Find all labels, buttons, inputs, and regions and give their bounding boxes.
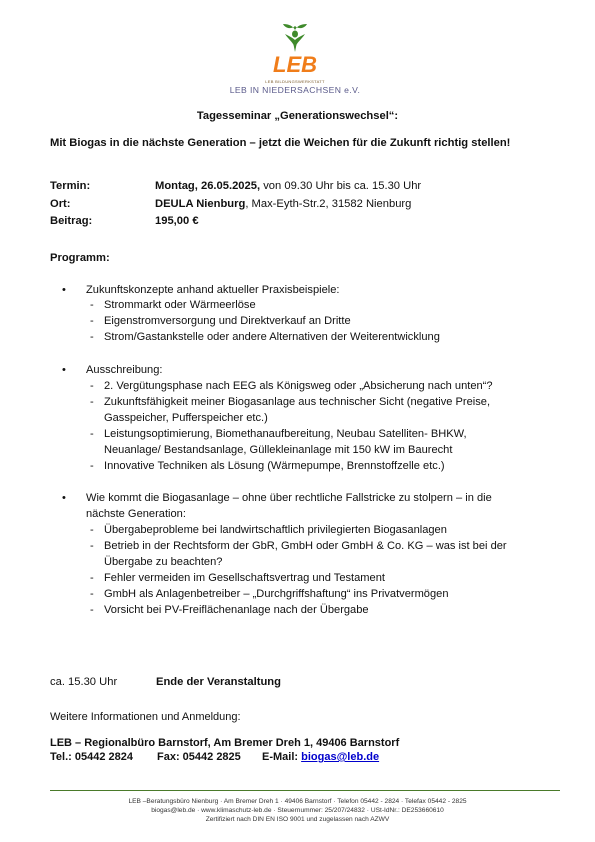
- dash-icon: -: [90, 315, 94, 327]
- program-item: Zukunftsfähigkeit meiner Biogasanlage aus technischer Sicht (negative Preise,: [104, 396, 491, 408]
- beitrag-value: 195,00 €: [155, 215, 199, 227]
- program-bullet-3-cont: nächste Generation:: [86, 508, 186, 520]
- logo-organization: LEB IN NIEDERSACHSEN e.V.: [229, 85, 361, 95]
- more-info: Weitere Informationen und Anmeldung:: [50, 711, 241, 723]
- dash-icon: -: [90, 299, 94, 311]
- dash-icon: -: [90, 572, 94, 584]
- dash-icon: -: [90, 460, 94, 472]
- leb-logo-mark: [255, 22, 335, 78]
- footer-line-3: Zertifiziert nach DIN EN ISO 9001 und zugelassen nach AZWV: [205, 816, 390, 823]
- contact-email-row: [262, 751, 379, 763]
- dash-icon: -: [90, 588, 94, 600]
- beitrag-label: Beitrag:: [50, 215, 93, 227]
- end-label: Ende der Veranstaltung: [156, 676, 281, 688]
- program-item-cont: Gasspeicher, Pufferspeicher etc.): [104, 412, 268, 424]
- contact-tel: Tel.: 05442 2824: [50, 751, 133, 763]
- programm-heading: Programm:: [50, 252, 110, 264]
- program-item: GmbH als Anlagenbetreiber – „Durchgriffshaftung“ ins Privatvermögen: [104, 588, 449, 600]
- seminar-title: Tagesseminar „Generationswechsel“:: [196, 110, 399, 122]
- program-item-cont: Neuanlage/ Bestandsanlage, Güllekleinanlage mit 150 kW im Baurecht: [104, 444, 453, 456]
- program-item: Strommarkt oder Wärmeerlöse: [104, 299, 256, 311]
- end-time: ca. 15.30 Uhr: [50, 676, 118, 688]
- dash-icon: -: [90, 604, 94, 616]
- program-bullet-3: Wie kommt die Biogasanlage – ohne über rechtliche Fallstricke zu stolpern – in die: [86, 492, 492, 504]
- email-label: E-Mail:: [262, 751, 302, 763]
- program-item: Leistungsoptimierung, Biomethanaufbereitung, Neubau Satelliten- BHKW,: [104, 428, 467, 440]
- ort-label: Ort:: [50, 198, 71, 210]
- program-bullet-1: Zukunftskonzepte anhand aktueller Praxisbeispiele:: [86, 284, 340, 296]
- footer-divider: [50, 790, 560, 791]
- dash-icon: -: [90, 396, 94, 408]
- email-link[interactable]: biogas@leb.de: [301, 751, 380, 763]
- program-item: Innovative Techniken als Lösung (Wärmepumpe, Brennstoffzelle etc.): [104, 460, 445, 472]
- ort-value: DEULA Nienburg, Max-Eyth-Str.2, 31582 Nienburg: [155, 198, 412, 210]
- dash-icon: -: [90, 380, 94, 392]
- program-item: Fehler vermeiden im Gesellschaftsvertrag und Testament: [104, 572, 385, 584]
- footer-line-2: biogas@leb.de · www.klimaschutz-leb.de · Steuernummer: 25/207/24832 · USt-IdNr.: DE253660610: [151, 807, 444, 814]
- footer-line-1: LEB –Beratungsbüro Nienburg · Am Bremer Dreh 1 · 49406 Barnstorf · Telefon 05442 - 2824 · Telefax 05442 - 2825: [128, 798, 467, 805]
- termin-label: Termin:: [50, 180, 91, 192]
- program-item: Betrieb in der Rechtsform der GbR, GmbH oder GmbH & Co. KG – was ist bei der: [104, 540, 507, 552]
- logo-subtext: LEB BILDUNGSWERKSTATT: [265, 79, 325, 84]
- dash-icon: -: [90, 524, 94, 536]
- contact-address: LEB – Regionalbüro Barnstorf, Am Bremer Dreh 1, 49406 Barnstorf: [50, 737, 400, 749]
- headline: Mit Biogas in die nächste Generation – jetzt die Weichen für die Zukunft richtig stellen!: [50, 137, 511, 149]
- dash-icon: -: [90, 540, 94, 552]
- program-item-cont: Übergabe zu beachten?: [104, 556, 223, 568]
- contact-phone-row: [50, 751, 380, 763]
- program-item: Eigenstromversorgung und Direktverkauf an Dritte: [104, 315, 351, 327]
- program-item: Strom/Gastankstelle oder andere Alternativen der Weiterentwicklung: [104, 331, 440, 343]
- program-item: Vorsicht bei PV-Freiflächenanlage nach der Übergabe: [104, 604, 369, 616]
- program-item: Übergabeprobleme bei landwirtschaftlich privilegierten Biogasanlagen: [104, 524, 447, 536]
- dash-icon: -: [90, 428, 94, 440]
- dash-icon: -: [90, 331, 94, 343]
- logo-letters: LEB: [273, 52, 317, 77]
- termin-value: Montag, 26.05.2025, von 09.30 Uhr bis ca. 15.30 Uhr: [155, 180, 422, 192]
- bullet-dot-icon: •: [62, 364, 66, 376]
- program-item: 2. Vergütungsphase nach EEG als Königsweg oder „Absicherung nach unten“?: [104, 380, 493, 392]
- bullet-dot-icon: •: [62, 284, 66, 296]
- leb-logo: [230, 22, 360, 102]
- bullet-dot-icon: •: [62, 492, 66, 504]
- program-bullet-2: Ausschreibung:: [86, 364, 163, 376]
- contact-fax: Fax: 05442 2825: [157, 751, 241, 763]
